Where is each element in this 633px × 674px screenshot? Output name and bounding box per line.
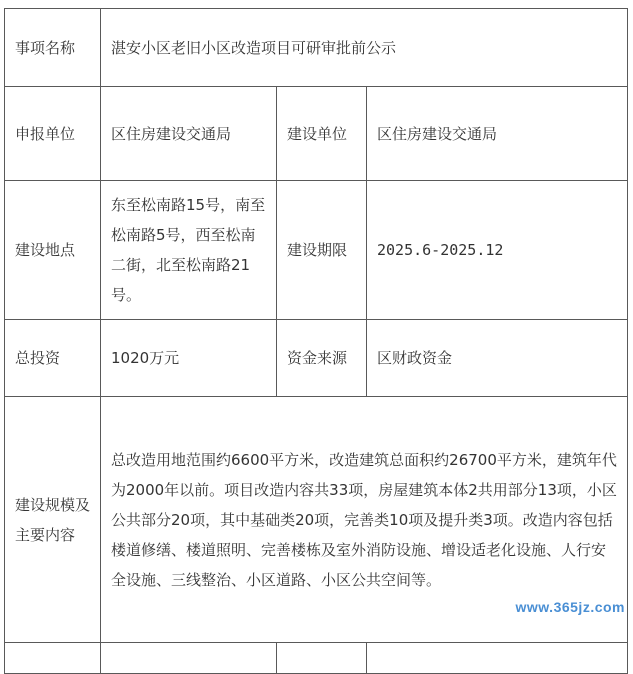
period-label: 建设期限 [277,181,367,320]
table-row-cutoff [5,643,628,674]
cutoff-cell-1 [5,643,101,674]
project-name-label: 事项名称 [5,9,101,87]
period-value: 2025.6-2025.12 [367,181,628,320]
builder-label: 建设单位 [277,87,367,181]
investment-value: 1020万元 [101,320,277,397]
cutoff-cell-2 [101,643,277,674]
cutoff-cell-4 [367,643,628,674]
table-row-investment [5,320,628,397]
location-value: 东至松南路15号，南至松南路5号，西至松南二街，北至松南路21号。 [101,181,277,320]
project-name-value: 湛安小区老旧小区改造项目可研审批前公示 [101,9,628,87]
table-row-applicant [5,87,628,181]
project-info-table [4,8,628,674]
table-row-project-name [5,9,628,87]
scope-label: 建设规模及主要内容 [5,397,101,643]
scope-value: 总改造用地范围约6600平方米，改造建筑总面积约26700平方米，建筑年代为2000年以前。项目改造内容共33项，房屋建筑本体2共用部分13项，小区公共部分20项，其中基础类20项，完善类10项及提升类3项。改造内容包括楼道修缮、楼道照明、完善楼栋及室外消防设施、增设适老化设施、人行安全设施、三线整治、小区道路、小区公共空间等。 [101,397,628,643]
applicant-value: 区住房建设交通局 [101,87,277,181]
applicant-label: 申报单位 [5,87,101,181]
location-label: 建设地点 [5,181,101,320]
funding-source-value: 区财政资金 [367,320,628,397]
site-watermark: www.365jz.com [515,599,625,615]
cutoff-cell-3 [277,643,367,674]
investment-label: 总投资 [5,320,101,397]
table-row-location [5,181,628,320]
funding-source-label: 资金来源 [277,320,367,397]
builder-value: 区住房建设交通局 [367,87,628,181]
